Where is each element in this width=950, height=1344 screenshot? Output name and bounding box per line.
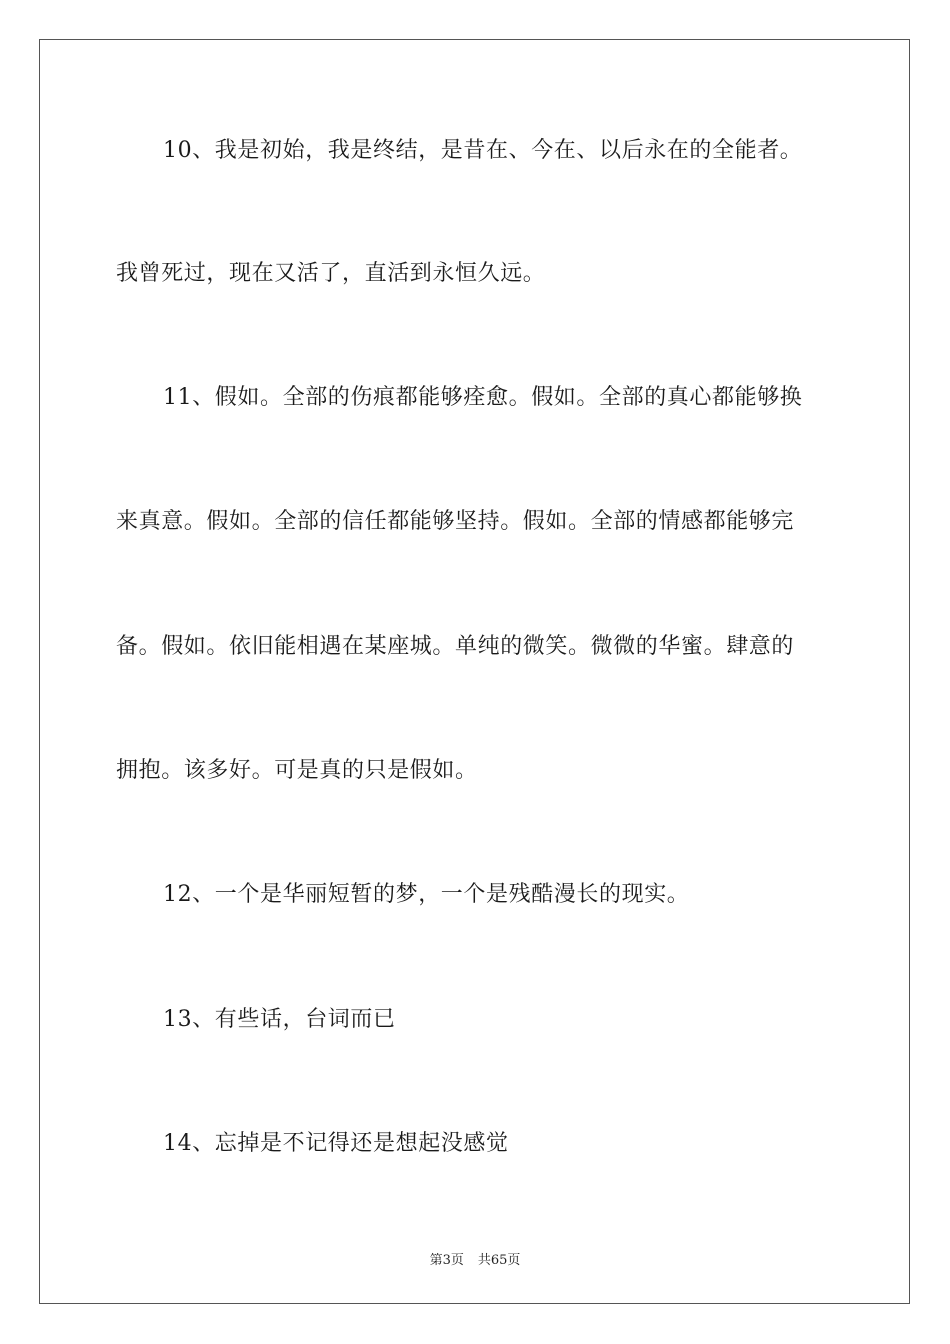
paragraph-10-line-2: 我曾死过，现在又活了，直活到永恒久远。 bbox=[116, 261, 546, 286]
paragraph-14-line-1: 14、忘掉是不记得还是想起没感觉 bbox=[163, 1131, 509, 1156]
paragraph-11-line-1: 11、假如。全部的伤痕都能够痊愈。假如。全部的真心都能够换 bbox=[163, 385, 803, 410]
page-border bbox=[39, 39, 910, 1304]
paragraph-11-line-4: 拥抱。该多好。可是真的只是假如。 bbox=[116, 758, 478, 783]
page-total: 共65页 bbox=[477, 1253, 521, 1268]
page-footer bbox=[0, 1249, 950, 1268]
paragraph-10-line-1: 10、我是初始，我是终结，是昔在、今在、以后永在的全能者。 bbox=[163, 138, 803, 163]
paragraph-12-line-1: 12、一个是华丽短暂的梦，一个是残酷漫长的现实。 bbox=[163, 882, 690, 907]
page-number: 第3页 bbox=[429, 1253, 464, 1268]
paragraph-11-line-2: 来真意。假如。全部的信任都能够坚持。假如。全部的情感都能够完 bbox=[116, 509, 795, 534]
paragraph-11-line-3: 备。假如。依旧能相遇在某座城。单纯的微笑。微微的华蜜。肆意的 bbox=[116, 634, 795, 659]
paragraph-13-line-1: 13、有些话，台词而已 bbox=[163, 1007, 396, 1032]
